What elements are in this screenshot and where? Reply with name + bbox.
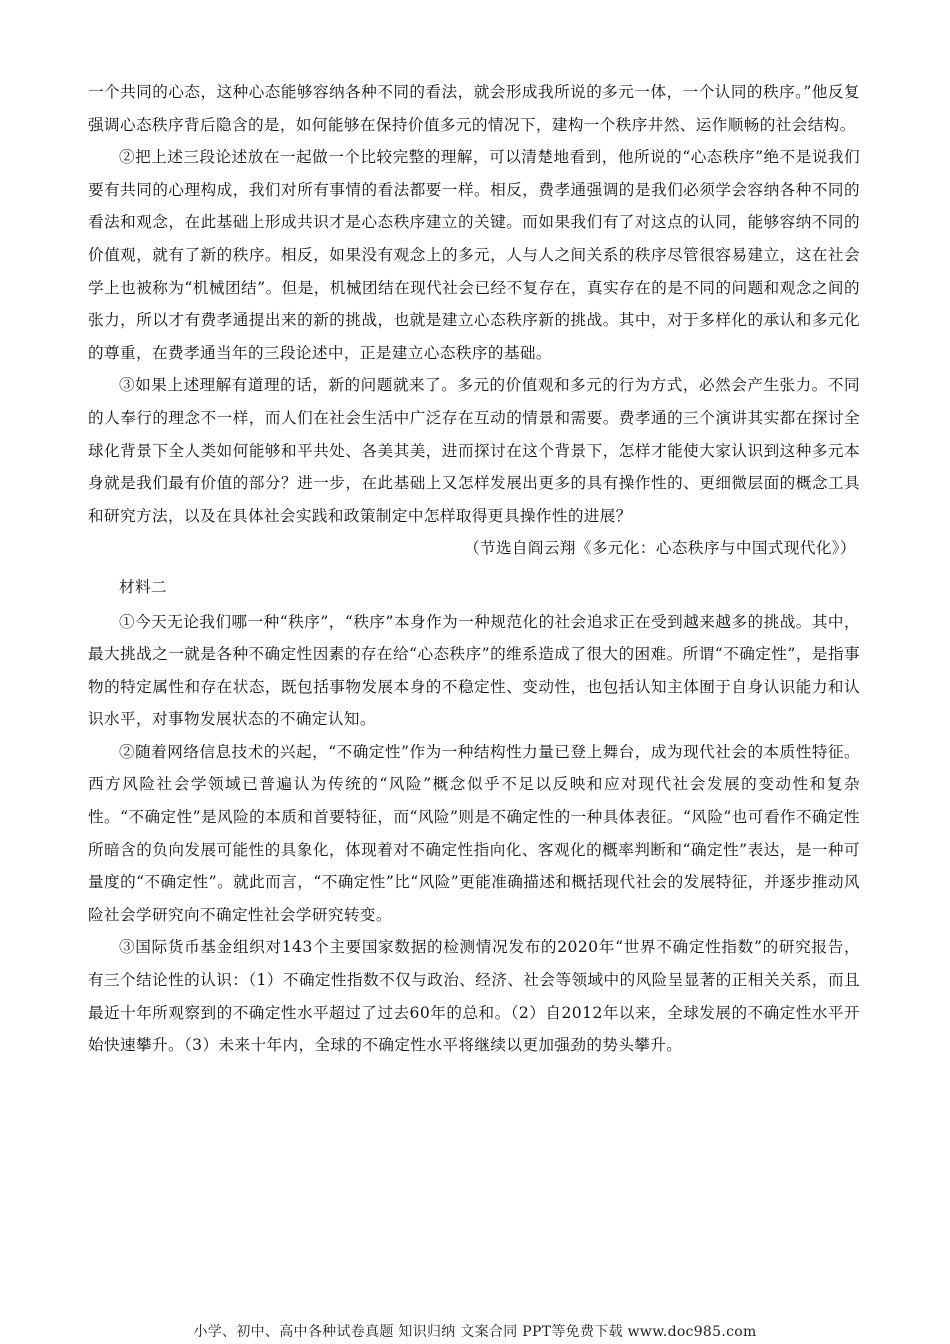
material1-paragraph-continued: 一个共同的心态，这种心态能够容纳各种不同的看法，就会形成我所说的多元一体，一个认同的秩序。”他反复强调心态秩序背后隐含的是，如何能够在保持价值多元的情况下，建构一个秩序井然、运作顺畅的社会结构。 (88, 83, 860, 134)
page-footer: 小学、初中、高中各种试卷真题 知识归纳 文案合同 PPT等免费下载 www.doc985.com (193, 1324, 757, 1340)
document-body (88, 76, 860, 1062)
material1-paragraph-3: ③如果上述理解有道理的话，新的问题就来了。多元的价值观和多元的行为方式，必然会产生张力。不同的人奉行的理念不一样，而人们在社会生活中广泛存在互动的情景和需要。费孝通的三个演讲其实都在探讨全球化背景下全人类如何能够和平共处、各美其美，进而探讨在这个背景下，怎样才能使大家认识到这种多元本身就是我们最有价值的部分？进一步，在此基础上又怎样发展出更多的具有操作性的、更细微层面的概念工具和研究方法，以及在具体社会实践和政策制定中怎样取得更具操作性的进展？ (88, 376, 860, 525)
material2-paragraph-2: ②随着网络信息技术的兴起，“不确定性”作为一种结构性力量已登上舞台，成为现代社会的本质性特征。西方风险社会学领域已普遍认为传统的“风险”概念似乎不足以反映和应对现代社会发展的变动性和复杂性。“不确定性”是风险的本质和首要特征，而“风险”则是不确定性的一种具体表征。“风险”也可看作不确定性所暗含的负向发展可能性的具象化，体现着对不确定性指向化、客观化的概率判断和“确定性”表达，是一种可量度的“不确定性”。就此而言，“不确定性”比“风险”更能准确描述和概括现代社会的发展特征，并逐步推动风险社会学研究向不确定性社会学研究转变。 (88, 742, 860, 924)
material1-source-citation: （节选自阎云翔《多元化：心态秩序与中国式现代化》） (463, 539, 856, 558)
material1-paragraph-2: ②把上述三段论述放在一起做一个比较完整的理解，可以清楚地看到，他所说的“心态秩序”绝不是说我们要有共同的心理构成，我们对所有事情的看法都要一样。相反，费孝通强调的是我们必须学会容纳各种不同的看法和观念，在此基础上形成共识才是心态秩序建立的关键。而如果我们有了对这点的认同，能够容纳不同的价值观，就有了新的秩序。相反，如果没有观念上的多元，人与人之间关系的秩序尽管很容易建立，这在社会学上也被称为“机械团结”。但是，机械团结在现代社会已经不复存在，真实存在的是不同的问题和观念之间的张力，所以才有费孝通提出来的新的挑战，也就是建立心态秩序新的挑战。其中，对于多样化的承认和多元化的尊重，在费孝通当年的三段论述中，正是建立心态秩序的基础。 (88, 148, 860, 362)
material2-paragraph-1: ①今天无论我们哪一种“秩序”，“秩序”本身作为一种规范化的社会追求正在受到越来越多的挑战。其中，最大挑战之一就是各种不确定性因素的存在给“心态秩序”的维系造成了很大的困难。所谓“不确定性”，是指事物的特定属性和存在状态，既包括事物发展本身的不稳定性、变动性，也包括认知主体囿于自身认识能力和认识水平，对事物发展状态的不确定认知。 (88, 612, 860, 729)
material2-paragraph-3: ③国际货币基金组织对143个主要国家数据的检测情况发布的2020年“世界不确定性指数”的研究报告，有三个结论性的认识：（1）不确定性指数不仅与政治、经济、社会等领域中的风险呈显著的正相关关系，而且最近十年所观察到的不确定性水平超过了过去60年的总和。（2）自2012年以来，全球发展的不确定性水平开始快速攀升。（3）未来十年内，全球的不确定性水平将继续以更加强劲的势头攀升。 (88, 938, 860, 1055)
material2-heading: 材料二 (119, 577, 167, 596)
